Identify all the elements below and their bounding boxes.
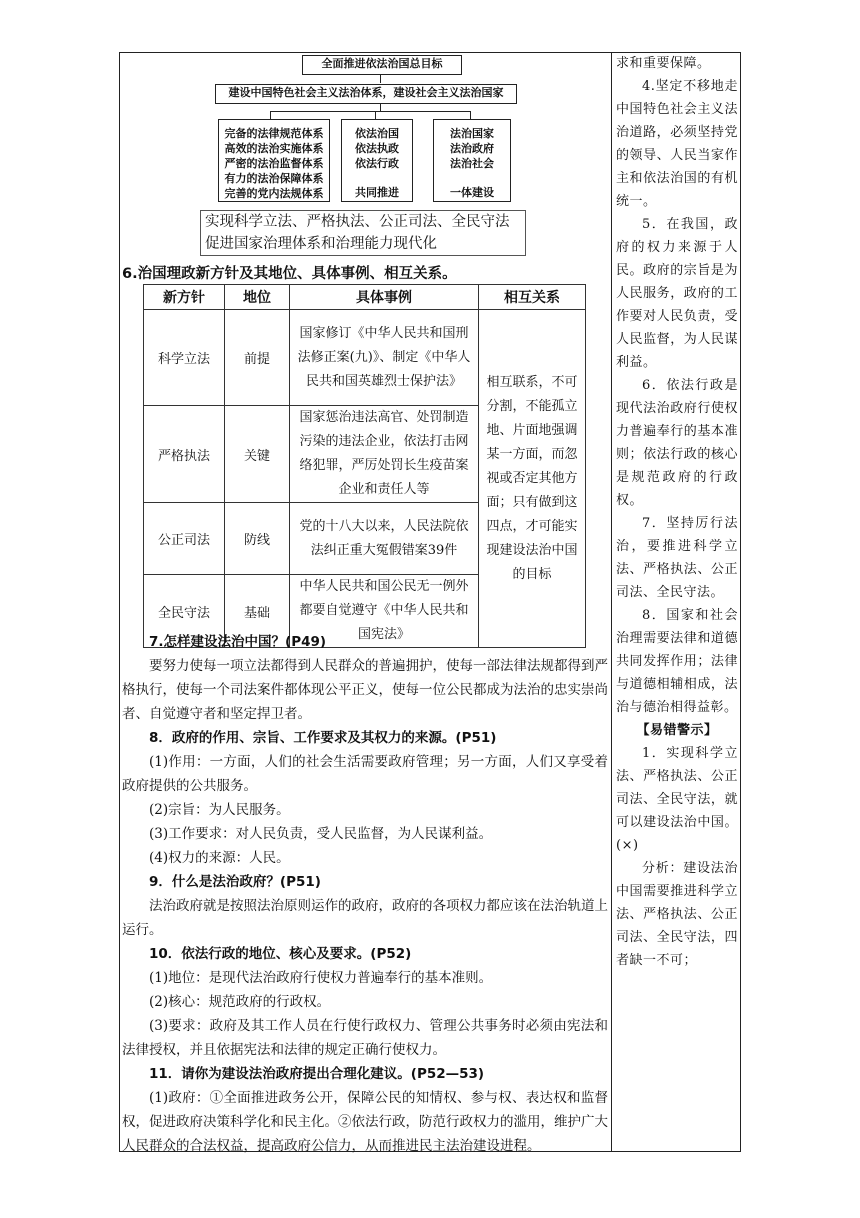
table-header: 相互关系 bbox=[479, 285, 586, 310]
side-note: 7．坚持厉行法治，要推进科学立法、严格执法、公正司法、全民守法。 bbox=[616, 516, 738, 600]
diagram-right-box: 法治国家 法治政府 法治社会 一体建设 bbox=[433, 119, 511, 202]
example-cell: 党的十八大以来，人民法院依法纠正重大冤假错案39件 bbox=[290, 503, 479, 575]
example-cell: 国家惩治违法高官、处罚制造污染的违法企业，依法打击网络犯罪，严厉处罚长生疫苗案企业和责任人等 bbox=[290, 406, 479, 503]
answer-8-1: (1)作用：一方面，人们的社会生活需要政府管理；另一方面，人们又享受着政府提供的公共服务。 bbox=[122, 754, 608, 794]
connector bbox=[380, 74, 381, 83]
connector bbox=[270, 111, 271, 119]
table-title: 6.治国理政新方针及其地位、具体事例、相互关系。 bbox=[122, 266, 457, 282]
question-9: 9．什么是法治政府？(P51) bbox=[149, 874, 321, 890]
relation-cell: 相互联系，不可分割，不能孤立地、片面地强调某一方面，而忽视或否定其他方面；只有做到这四点，才可能实现建设法治中国的目标 bbox=[479, 310, 586, 648]
connector bbox=[380, 103, 381, 111]
answer-8-4: (4)权力的来源：人民。 bbox=[149, 850, 290, 866]
question-11: 11．请你为建设法治政府提出合理化建议。(P52—53) bbox=[149, 1066, 485, 1082]
answer-9: 法治政府就是按照法治原则运作的政府，政府的各项权力都应该在法治轨道上运行。 bbox=[122, 898, 608, 938]
question-7: 7.怎样建设法治中国？(P49) bbox=[149, 634, 327, 650]
side-note: 8．国家和社会治理需要法律和道德共同发挥作用；法律与道德相辅相成，法治与德治相得益彰。 bbox=[616, 608, 738, 715]
diagram-mid-box: 依法治国 依法执政 依法行政 共同推进 bbox=[341, 119, 413, 202]
question-10: 10．依法行政的地位、核心及要求。(P52) bbox=[149, 946, 412, 962]
side-note: 5．在我国，政府的权力来源于人民。政府的宗旨是为人民服务，政府的工作要对人民负责，受人民监督，为人民谋利益。 bbox=[616, 217, 738, 370]
policy-cell: 公正司法 bbox=[144, 503, 225, 575]
example-cell: 国家修订《中华人民共和国刑法修正案(九)》、制定《中华人民共和国英雄烈士保护法》 bbox=[290, 310, 479, 406]
status-cell: 关键 bbox=[225, 406, 290, 503]
side-note: 6．依法行政是现代法治政府行使权力普遍奉行的基本准则；依法行政的核心是规范政府的行政权。 bbox=[616, 378, 738, 508]
connector bbox=[375, 111, 376, 119]
side-note: 分析：建设法治中国需要推进科学立法、严格执法、公正司法、全民守法，四者缺一不可； bbox=[616, 861, 738, 968]
answer-11: (1)政府：①全面推进政务公开，保障公民的知情权、参与权、表达权和监督权，促进政府决策科学化和民主化。②依法行政，防范行政权力的滥用，维护广大人民群众的合法权益，提高政府公信力，从而推进民主法治建设进程。 bbox=[122, 1090, 608, 1154]
table-header: 新方针 bbox=[144, 285, 225, 310]
answer-8-2: (2)宗旨：为人民服务。 bbox=[149, 802, 290, 818]
side-note: 4.坚定不移地走中国特色社会主义法治道路，必须坚持党的领导、人民当家作主和依法治国的有机统一。 bbox=[616, 79, 738, 209]
answer-10-1: (1)地位：是现代法治政府行使权力普遍奉行的基本准则。 bbox=[149, 970, 493, 986]
table-row bbox=[144, 310, 586, 406]
diagram-left-box: 完备的法律规范体系 高效的法治实施体系 严密的法治监督体系 有力的法治保障体系 完善的党内法规体系 bbox=[218, 119, 330, 202]
diagram-second-box: 建设中国特色社会主义法治体系，建设社会主义法治国家 bbox=[215, 84, 517, 104]
answer-7: 要努力使每一项立法都得到人民群众的普遍拥护，使每一部法律法规都得到严格执行，使每一个司法案件都体现公平正义，使每一位公民都成为法治的忠实崇尚者、自觉遵守者和坚定捍卫者。 bbox=[122, 658, 608, 722]
status-cell: 防线 bbox=[225, 503, 290, 575]
diagram-top-box: 全面推进依法治国总目标 bbox=[302, 55, 462, 75]
connector bbox=[270, 111, 470, 112]
side-note: 求和重要保障。 bbox=[616, 56, 711, 71]
status-cell: 前提 bbox=[225, 310, 290, 406]
policy-table bbox=[143, 284, 586, 648]
side-notes bbox=[616, 52, 738, 972]
diagram-summary: 实现科学立法、严格执法、公正司法、全民守法 促进国家治理体系和治理能力现代化 bbox=[200, 210, 526, 256]
answer-10-2: (2)核心：规范政府的行政权。 bbox=[149, 994, 331, 1010]
answer-8-3: (3)工作要求：对人民负责，受人民监督，为人民谋利益。 bbox=[149, 826, 493, 842]
column-divider bbox=[611, 52, 612, 1152]
table-header-row bbox=[144, 285, 586, 310]
side-note: 1．实现科学立法、严格执法、公正司法、全民守法，就可以建设法治中国。(×) bbox=[616, 746, 738, 853]
policy-cell: 科学立法 bbox=[144, 310, 225, 406]
main-text bbox=[122, 630, 608, 1158]
table-header: 具体事例 bbox=[290, 285, 479, 310]
answer-10-3: (3)要求：政府及其工作人员在行使行政权力、管理公共事务时必须由宪法和法律授权，并且依据宪法和法律的规定正确行使权力。 bbox=[122, 1018, 608, 1058]
policy-cell: 严格执法 bbox=[144, 406, 225, 503]
error-warning-heading: 【易错警示】 bbox=[636, 723, 718, 738]
connector bbox=[470, 111, 471, 119]
question-8: 8．政府的作用、宗旨、工作要求及其权力的来源。(P51) bbox=[149, 730, 497, 746]
table-header: 地位 bbox=[225, 285, 290, 310]
status-cell: 基础 bbox=[225, 575, 290, 648]
policy-cell: 全民守法 bbox=[144, 575, 225, 648]
example-cell: 中华人民共和国公民无一例外都要自觉遵守《中华人民共和国宪法》 bbox=[290, 575, 479, 648]
